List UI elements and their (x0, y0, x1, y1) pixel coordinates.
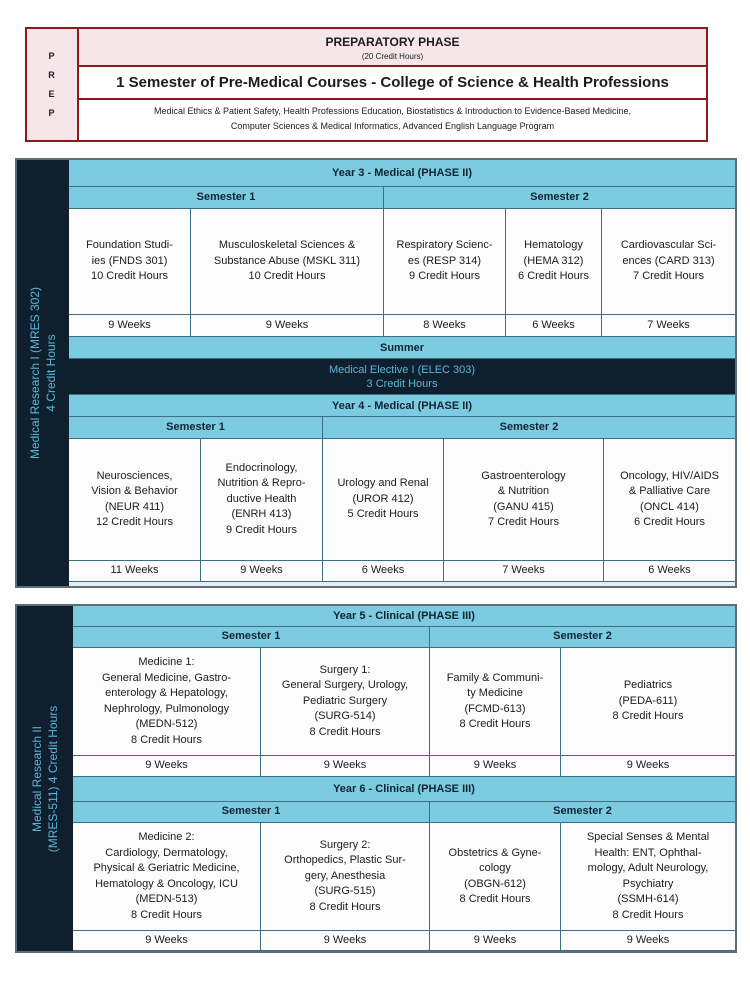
elective-credits: 3 Credit Hours (366, 377, 438, 390)
semester-1-header: Semester 1 (73, 627, 430, 648)
course-line: Oncology, HIV/AIDS (620, 469, 719, 482)
course-line: Obstetrics & Gyne- (448, 846, 542, 859)
prep-headline: 1 Semester of Pre-Medical Courses - College of Science & Health Professions (79, 67, 706, 100)
course-line: enterology & Hepatology, (105, 687, 228, 699)
course-line: Substance Abuse (MSKL 311) (213, 254, 361, 267)
course-cell (73, 648, 261, 756)
preparatory-phase-block (25, 27, 708, 142)
year-5-semesters (73, 627, 735, 648)
weeks-cell: 6 Weeks (604, 561, 735, 582)
course-cell (69, 439, 201, 561)
course-cell (191, 209, 384, 315)
course-line: Special Senses & Mental (586, 831, 710, 843)
course-line: 7 Credit Hours (488, 516, 559, 528)
prep-letter: P (48, 108, 56, 118)
course-line: 9 Credit Hours (226, 523, 297, 536)
prep-title: PREPARATORY PHASE (325, 35, 460, 49)
course-line: 10 Credit Hours (248, 270, 326, 283)
course-line: Gastroenterology (481, 469, 566, 482)
side-label-line: (MRES-511) 4 Credit Hours (46, 705, 61, 852)
course-line: (OBGN-612) (464, 877, 526, 890)
course-line: Psychiatry (622, 877, 674, 890)
course-line: Health: ENT, Ophthal- (594, 846, 702, 859)
course-line: Hematology (524, 239, 583, 252)
elective-name: Medical Elective I (ELEC 303) (328, 363, 476, 376)
course-cell (561, 823, 735, 931)
course-cell (261, 823, 430, 931)
year-3-header: Year 3 - Medical (PHASE II) (69, 160, 735, 187)
course-line: (UROR 412) (352, 492, 414, 505)
weeks-cell: 9 Weeks (561, 931, 735, 951)
year-5-header: Year 5 - Clinical (PHASE III) (73, 606, 735, 627)
course-line: (MEDN-513) (135, 893, 198, 905)
course-line: ty Medicine (467, 687, 523, 699)
course-line: Urology and Renal (337, 477, 429, 490)
summer-elective (69, 359, 735, 395)
course-line: ences (CARD 313) (622, 254, 715, 267)
year-6-courses (73, 823, 735, 931)
course-cell (430, 823, 561, 931)
course-line: 8 Credit Hours (131, 908, 202, 921)
year-5-weeks (73, 756, 735, 777)
course-line: Endocrinology, (225, 461, 298, 474)
weeks-cell: 9 Weeks (69, 315, 191, 337)
medical-research-i-label (17, 160, 69, 586)
course-line: 6 Credit Hours (634, 516, 705, 528)
year-4-header: Year 4 - Medical (PHASE II) (69, 395, 735, 417)
course-cell (506, 209, 602, 315)
course-line: Orthopedics, Plastic Sur- (284, 854, 406, 867)
course-line: 8 Credit Hours (309, 725, 381, 738)
course-line: Physical & Geriatric Medicine, (93, 862, 240, 874)
course-line: Foundation Studi- (86, 239, 173, 252)
course-line: 7 Credit Hours (633, 270, 704, 283)
semester-2-header: Semester 2 (430, 802, 735, 823)
course-cell (602, 209, 735, 315)
semester-2-header: Semester 2 (430, 627, 735, 648)
course-line: (SURG-515) (314, 885, 376, 898)
course-line: 5 Credit Hours (347, 508, 419, 521)
course-line: General Medicine, Gastro- (102, 671, 231, 684)
weeks-cell: 9 Weeks (201, 561, 323, 582)
course-cell (201, 439, 323, 561)
year-3-weeks (69, 315, 735, 337)
weeks-cell: 9 Weeks (261, 756, 430, 777)
course-line: Medicine 2: (138, 831, 195, 843)
course-cell (444, 439, 604, 561)
course-line: es (RESP 314) (407, 254, 482, 267)
course-line: (GANU 415) (493, 500, 554, 513)
course-line: (FCMD-613) (464, 702, 526, 715)
course-line: 8 Credit Hours (612, 710, 684, 723)
course-line: 8 Credit Hours (131, 733, 202, 746)
weeks-cell: 9 Weeks (430, 931, 561, 951)
course-line: Pediatrics (623, 679, 673, 692)
course-line: Neurosciences, (96, 469, 173, 482)
course-line: ductive Health (226, 492, 297, 505)
side-label-line: Medical Research I (MRES 302) (28, 286, 42, 460)
weeks-cell: 9 Weeks (73, 931, 261, 951)
side-label-line: Medical Research II (30, 725, 45, 832)
course-line: ies (FNDS 301) (91, 254, 168, 267)
course-line: 8 Credit Hours (459, 893, 531, 905)
course-line: & Palliative Care (628, 485, 711, 497)
course-line: 12 Credit Hours (95, 516, 174, 528)
course-line: Nutrition & Repro- (217, 477, 306, 490)
weeks-cell: 7 Weeks (602, 315, 735, 337)
course-line: 6 Credit Hours (518, 270, 589, 283)
course-line: (MEDN-512) (135, 718, 198, 730)
medical-research-ii-label (17, 606, 73, 951)
course-line: (ENRH 413) (231, 508, 292, 521)
course-line: 8 Credit Hours (309, 900, 381, 913)
course-cell (69, 209, 191, 315)
course-line: & Nutrition (497, 485, 550, 497)
course-line: 8 Credit Hours (459, 718, 531, 730)
prep-letter: P (48, 51, 56, 61)
course-cell (430, 648, 561, 756)
course-cell (73, 823, 261, 931)
course-line: Surgery 1: (319, 663, 371, 676)
year-5-courses (73, 648, 735, 756)
course-line: (HEMA 312) (523, 254, 584, 267)
course-cell (261, 648, 430, 756)
year-4-semesters (69, 417, 735, 439)
year-3-courses (69, 209, 735, 315)
course-line: (ONCL 414) (640, 500, 699, 513)
course-line: Nephrology, Pulmonology (103, 702, 230, 715)
course-cell (384, 209, 506, 315)
course-line: cology (479, 862, 511, 874)
course-line: 9 Credit Hours (409, 270, 480, 283)
prep-courses (79, 100, 706, 140)
weeks-cell: 9 Weeks (73, 756, 261, 777)
prep-subtitle: (20 Credit Hours) (361, 52, 424, 61)
weeks-cell: 6 Weeks (506, 315, 602, 337)
semester-1-header: Semester 1 (69, 417, 323, 439)
course-line: Family & Communi- (446, 671, 544, 684)
course-line: Vision & Behavior (91, 485, 178, 497)
semester-1-header: Semester 1 (73, 802, 430, 823)
course-line: (NEUR 411) (104, 500, 165, 513)
course-line: Medicine 1: (138, 656, 195, 668)
course-line: Respiratory Scienc- (396, 239, 493, 252)
prep-header (79, 29, 706, 67)
weeks-cell: 9 Weeks (261, 931, 430, 951)
course-line: 8 Credit Hours (612, 908, 684, 921)
course-cell (561, 648, 735, 756)
course-cell (323, 439, 444, 561)
side-label-line: 4 Credit Hours (44, 334, 58, 412)
weeks-cell: 9 Weeks (430, 756, 561, 777)
semester-2-header: Semester 2 (323, 417, 735, 439)
prep-letter: R (48, 70, 56, 80)
course-line: Pediatric Surgery (302, 694, 388, 707)
weeks-cell: 8 Weeks (384, 315, 506, 337)
course-line: (SURG-514) (314, 710, 376, 723)
weeks-cell: 9 Weeks (561, 756, 735, 777)
course-line: Hematology & Oncology, ICU (95, 877, 238, 890)
course-line: Surgery 2: (319, 838, 371, 851)
summer-header: Summer (69, 337, 735, 359)
course-line: 10 Credit Hours (90, 270, 169, 283)
course-line: (SSMH-614) (617, 893, 679, 905)
course-line: mology, Adult Neurology, (587, 862, 709, 874)
year-4-courses (69, 439, 735, 561)
course-line: (PEDA-611) (618, 694, 678, 707)
weeks-cell: 11 Weeks (69, 561, 201, 582)
weeks-cell: 7 Weeks (444, 561, 604, 582)
year-6-semesters (73, 802, 735, 823)
course-cell (604, 439, 735, 561)
year-6-weeks (73, 931, 735, 951)
course-line: gery, Anesthesia (304, 869, 386, 882)
prep-letter: E (48, 89, 56, 99)
prep-side-label (27, 29, 79, 140)
weeks-cell: 6 Weeks (323, 561, 444, 582)
semester-1-header: Semester 1 (69, 187, 384, 209)
weeks-cell: 9 Weeks (191, 315, 384, 337)
course-line: General Surgery, Urology, (281, 679, 409, 692)
phase-iii-block (15, 604, 737, 953)
year-3-semesters (69, 187, 735, 209)
course-line: Cardiology, Dermatology, (105, 846, 228, 859)
prep-courses-line: Computer Sciences & Medical Informatics, Advanced English Language Program (230, 121, 555, 131)
prep-courses-line: Medical Ethics & Patient Safety, Health Professions Education, Biostatistics & Introduction to Evidence-Based Medicine, (153, 106, 632, 116)
course-line: Musculoskeletal Sciences & (218, 239, 356, 252)
semester-2-header: Semester 2 (384, 187, 735, 209)
phase-ii-block (15, 158, 737, 588)
course-line: Cardiovascular Sci- (620, 239, 717, 252)
year-6-header: Year 6 - Clinical (PHASE III) (73, 777, 735, 802)
year-4-weeks (69, 561, 735, 582)
